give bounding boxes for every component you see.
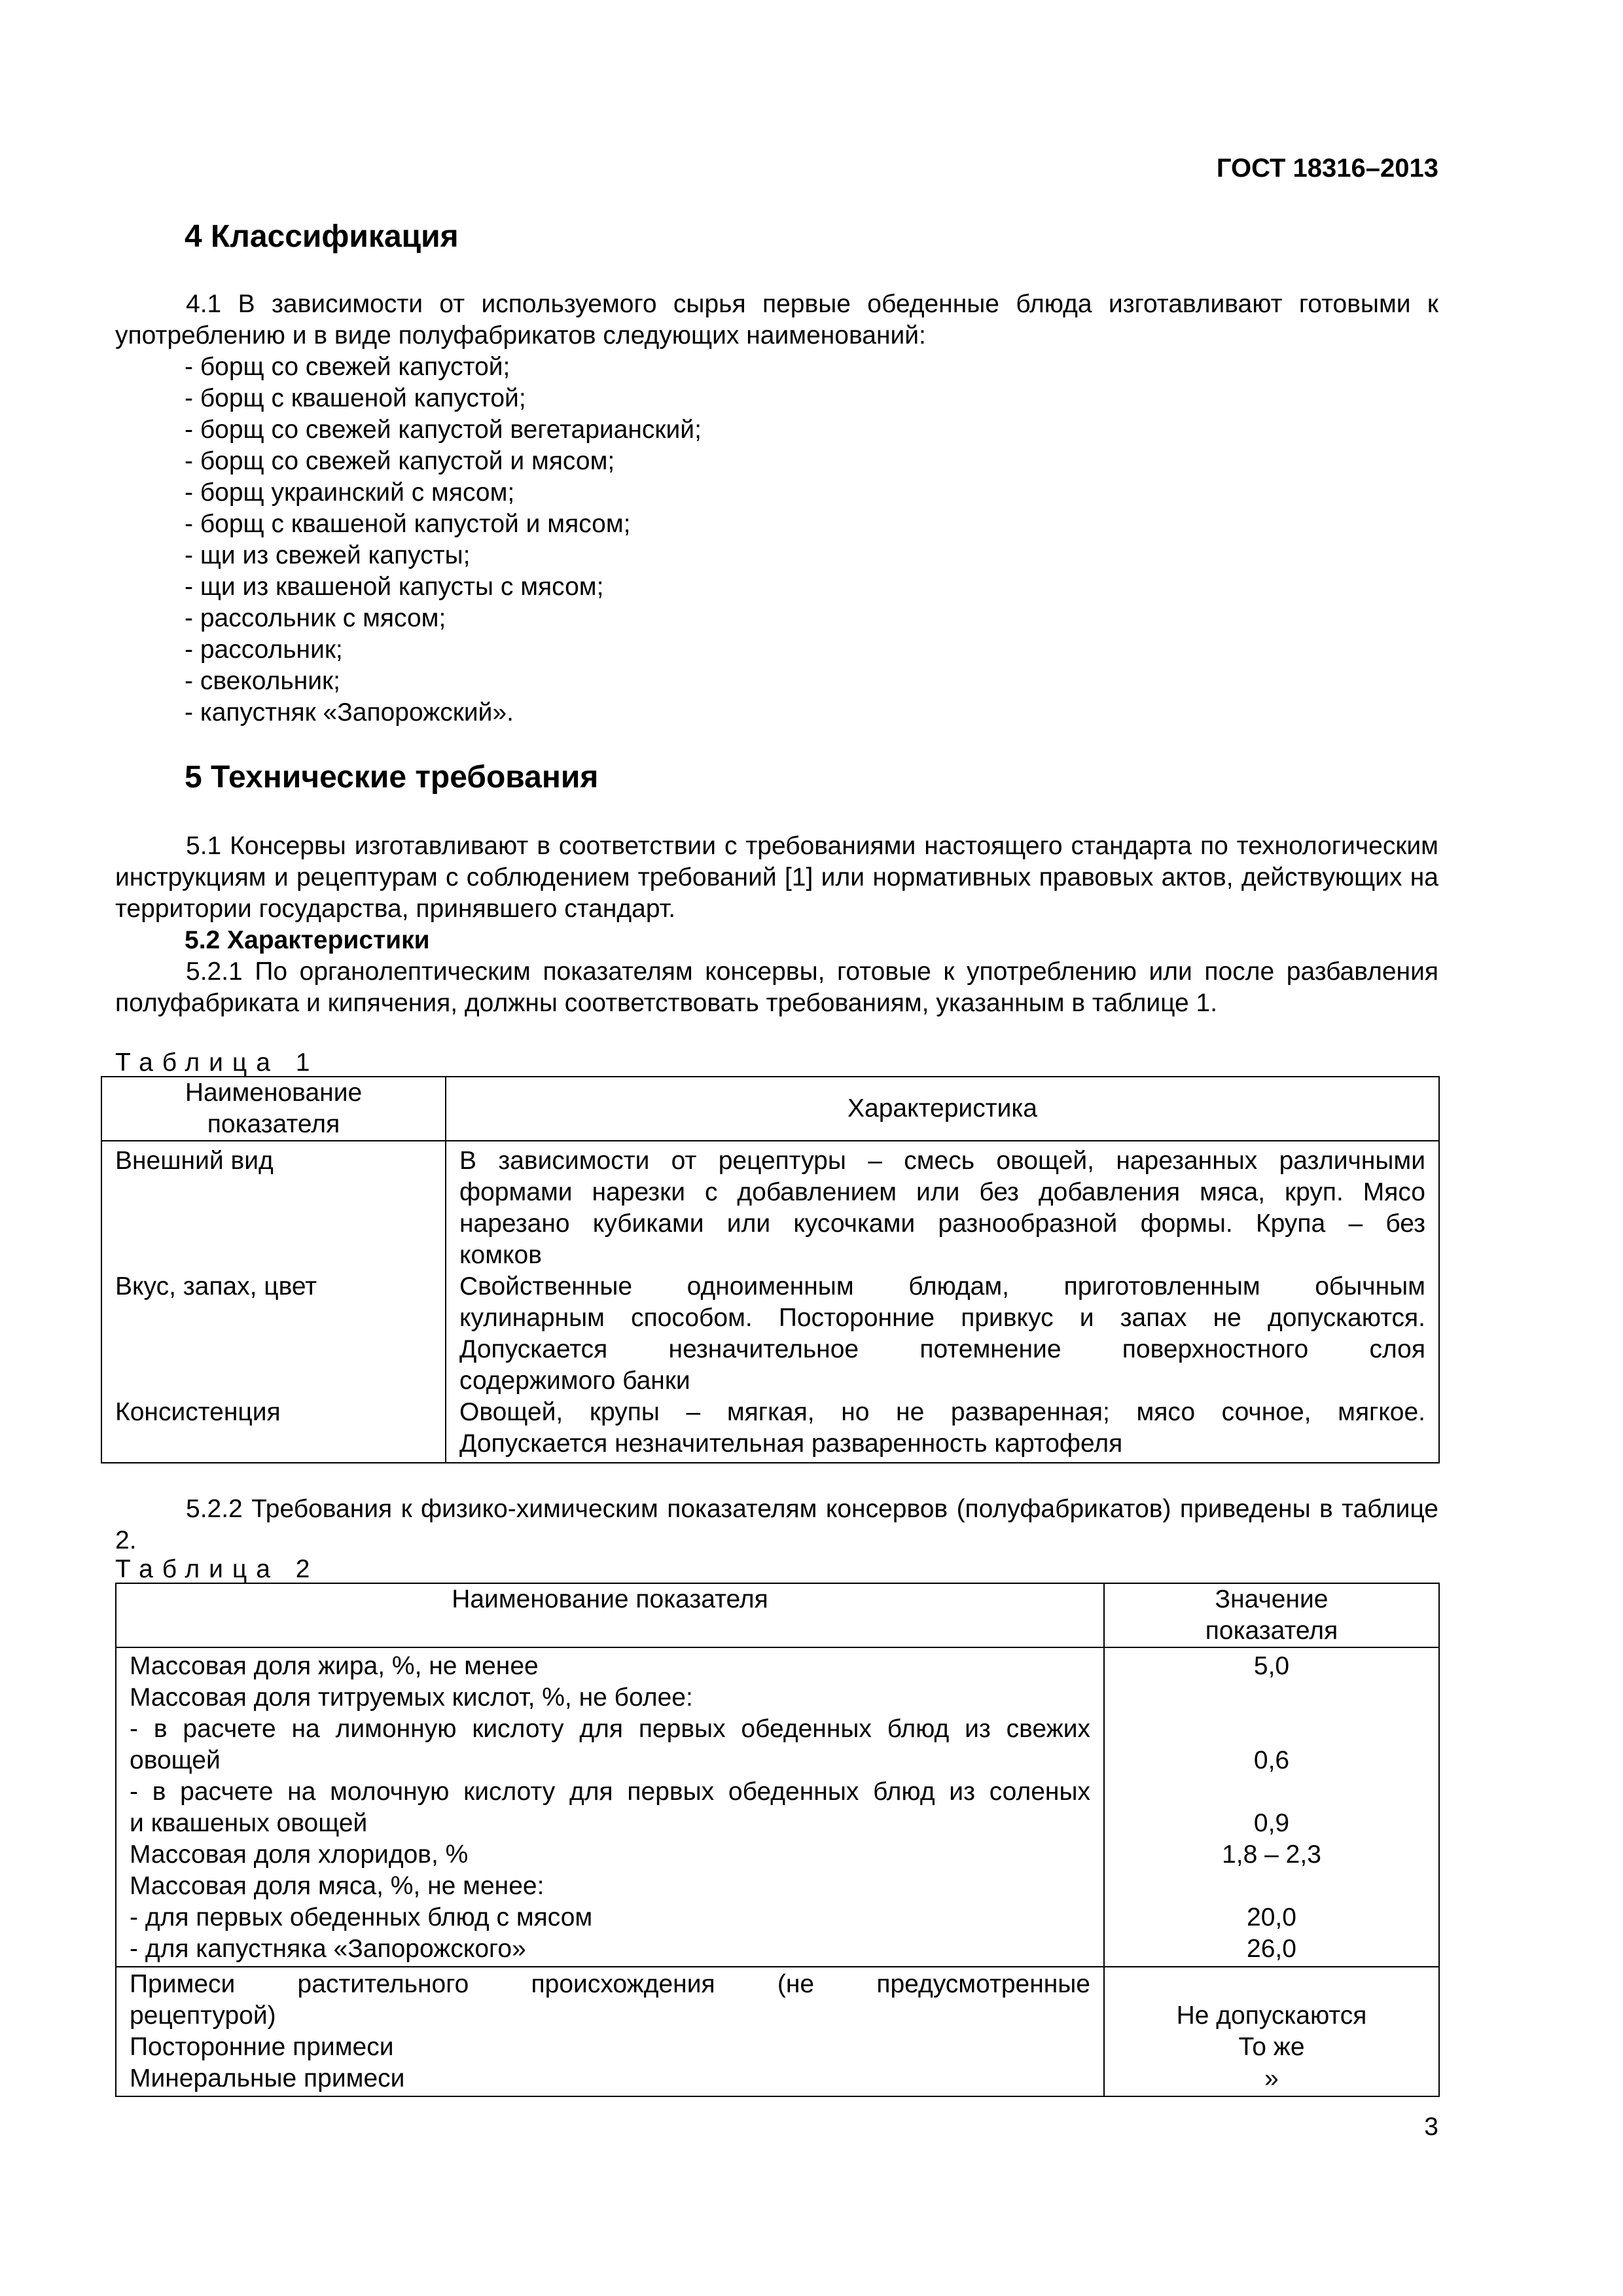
classification-list-item: - свекольник; [185,667,340,695]
characteristic-cell [446,1141,1439,1271]
indicator-value: Не допускаются [1176,2001,1367,2030]
classification-list-item: - рассольник; [185,636,343,664]
table-2 [115,1583,1440,2097]
characteristic-text-line: В зависимости от рецептуры – смесь овощей, нарезанных различными [459,1147,1425,1175]
indicator-value: 5,0 [1253,1652,1290,1680]
indicator-text-line: - для первых обеденных блюд с мясом [130,1903,593,1931]
table-1-header-characteristic: Характеристика [446,1077,1439,1141]
paragraph-4-1: 4.1 В зависимости от используемого сырья первые обеденные блюда изготавливают готовыми к употреблению и в виде полуфабрикатов следующих наименований: [115,290,1438,350]
indicator-value [1118,1682,1425,1713]
indicator-name-cell: Вкус, запах, цвет [101,1271,446,1397]
table-row [101,1141,1439,1271]
classification-list-item: - капустняк «Запорожский». [185,698,514,726]
indicator-value: 1,8 – 2,3 [1222,1840,1321,1869]
section-4-heading: 4 Классификация [185,219,459,254]
indicator-text-line: Массовая доля хлоридов, % [130,1840,469,1869]
indicator-value: То же [1238,2033,1305,2061]
header-text-line: показателя [1205,1617,1338,1645]
header-text-line: показателя [207,1110,340,1138]
table-row [101,1271,1439,1397]
characteristic-text-line: кулинарным способом. Посторонние привкус и запах не допускаются. [459,1304,1425,1332]
classification-list-item: - борщ со свежей капустой вегетарианский; [185,416,702,444]
standard-code: ГОСТ 18316–2013 [1216,154,1438,183]
classification-list [185,351,702,728]
indicator-value [1118,1969,1425,2000]
table-1-header-row [101,1077,1439,1141]
indicator-name-cell [116,1967,1104,2096]
header-text-line: Значение [1215,1585,1329,1613]
characteristic-cell [446,1397,1439,1463]
characteristic-text-line: комков [459,1241,542,1269]
indicator-name-cell: Консистенция [101,1397,446,1463]
table-1 [101,1076,1440,1463]
indicator-text-line: Минеральные примеси [130,2064,405,2092]
paragraph-5-2-1: 5.2.1 По органолептическим показателям консервы, готовые к употреблению или после разбавления полуфабриката и кипячения, должны соответствовать требованиям, указанным в таблице 1. [115,958,1438,1017]
indicator-text-line: Примеси растительного происхождения (не предусмотренные [130,1970,1090,1998]
classification-list-item: - борщ со свежей капустой и мясом; [185,447,615,475]
indicator-value [1118,1713,1425,1745]
table-2-header-value [1104,1583,1439,1647]
indicator-text-line: - для капустняка «Запорожского» [130,1935,526,1963]
table-2-caption: Таблица 2 [115,1555,319,1583]
indicator-value: 0,6 [1253,1746,1290,1774]
header-text-line: Наименование [185,1079,363,1107]
table-2-header-indicator: Наименование показателя [116,1583,1104,1647]
indicator-value [1118,1776,1425,1808]
paragraph-5-2-2: 5.2.2 Требования к физико-химическим показателям консервов (полуфабрикатов) приведены в таблице 2. [115,1495,1438,1554]
indicator-text-line: - в расчете на лимонную кислоту для первых обеденных блюд из свежих [130,1715,1090,1743]
indicator-value: » [1264,2064,1279,2092]
indicator-name-cell: Внешний вид [101,1141,446,1271]
indicator-text-line: и квашеных овощей [130,1809,368,1837]
characteristic-text-line: Допускается незначительное потемнение поверхностного слоя [459,1335,1425,1363]
table-row-group [116,1967,1439,2096]
indicator-text-line: Массовая доля жира, %, не менее [130,1652,539,1680]
indicator-value-cell [1104,1647,1439,1967]
characteristic-text-line: формами нарезки с добавлением или без добавления мяса, круп. Мясо [459,1178,1425,1206]
table-row-group [116,1647,1439,1967]
classification-list-item: - борщ украинский с мясом; [185,478,515,507]
indicator-text-line: Массовая доля титруемых кислот, %, не более: [130,1683,693,1712]
table-1-header-indicator [101,1077,446,1141]
classification-list-item: - рассольник с мясом; [185,604,446,632]
indicator-value: 20,0 [1247,1903,1296,1931]
indicator-text-line: Массовая доля мяса, %, не менее: [130,1872,544,1900]
indicator-value-cell [1104,1967,1439,2096]
paragraph-5-1: 5.1 Консервы изготавливают в соответствии с требованиями настоящего стандарта по технологическим инструкциям и рецептурам с соблюдением требований [1] или нормативных правовых актов, действующих на территории государства, принявшего стандарт. [115,832,1438,923]
classification-list-item: - щи из квашеной капусты с мясом; [185,573,604,601]
table-2-header-row [116,1583,1439,1647]
table-1-caption: Таблица 1 [115,1049,319,1077]
page-number: 3 [1424,2113,1438,2141]
indicator-text-line: рецептурой) [130,2001,276,2030]
subheading-5-2: 5.2 Характеристики [185,926,430,954]
indicator-value [1118,1871,1425,1902]
characteristic-text-line: содержимого банки [459,1367,690,1395]
characteristic-cell [446,1271,1439,1397]
indicator-value: 0,9 [1253,1809,1290,1837]
characteristic-text-line: нарезано кубиками или кусочками разнообразной формы. Крупа – без [459,1210,1425,1238]
section-5-heading: 5 Технические требования [185,760,599,795]
classification-list-item: - борщ со свежей капустой; [185,353,510,381]
characteristic-text-line: Овощей, крупы – мягкая, но не разваренная; мясо сочное, мягкое. [459,1398,1425,1426]
table-row [101,1397,1439,1463]
indicator-text-line: - в расчете на молочную кислоту для первых обеденных блюд из соленых [130,1778,1090,1806]
indicator-text-line: овощей [130,1746,221,1774]
characteristic-text-line: Допускается незначительная разваренность картофеля [459,1429,1123,1458]
classification-list-item: - щи из свежей капусты; [185,541,471,569]
characteristic-text-line: Свойственные одноименным блюдам, приготовленным обычным [459,1272,1425,1300]
classification-list-item: - борщ с квашеной капустой; [185,384,526,412]
indicator-value: 26,0 [1247,1935,1296,1963]
indicator-text-line: Посторонние примеси [130,2033,394,2061]
classification-list-item: - борщ с квашеной капустой и мясом; [185,510,631,538]
indicator-name-cell [116,1647,1104,1967]
